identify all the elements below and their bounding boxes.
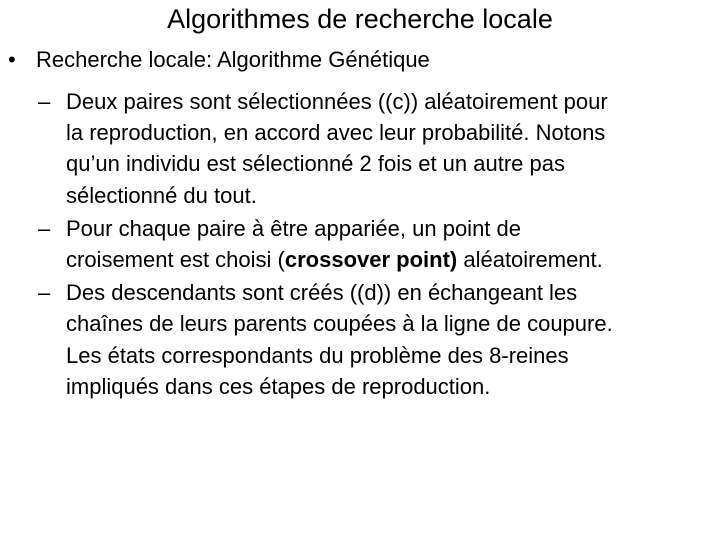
bullet-main	[8, 44, 712, 76]
text-fragment: croisement est choisi (	[66, 247, 285, 273]
crossover-point-term: crossover point)	[284, 247, 458, 273]
text-line: Pour chaque paire à être appariée, un point de	[66, 215, 521, 241]
sub-bullet-crossover	[38, 213, 708, 275]
text-line: Des descendants sont créés ((d)) en échangeant les	[66, 280, 578, 306]
text-line: qu’un individu est sélectionné 2 fois et un autre pas	[66, 151, 565, 177]
text-line: impliqués dans ces étapes de reproduction.	[66, 373, 491, 399]
text-fragment: aléatoirement.	[457, 247, 603, 273]
text-line: chaînes de leurs parents coupées à la ligne de coupure.	[66, 311, 613, 337]
sub-bullet-selection	[38, 86, 708, 211]
sub-bullet-offspring	[38, 277, 708, 402]
dash-marker: –	[38, 89, 51, 114]
text-line: Les états correspondants du problème des 8-reines	[66, 342, 569, 368]
dash-marker: –	[38, 280, 51, 306]
slide-title: Algorithmes de recherche locale	[167, 4, 553, 34]
dash-marker: –	[38, 215, 51, 241]
text-line: sélectionné du tout.	[66, 182, 257, 208]
sub-bullet-list	[38, 86, 708, 404]
text-line: Deux paires sont sélectionnées ((c)) aléatoirement pour	[66, 89, 608, 114]
bullet-main-text: Recherche locale: Algorithme Génétique	[36, 47, 430, 72]
text-line: la reproduction, en accord avec leur probabilité. Notons	[66, 120, 606, 146]
bullet-marker: •	[8, 47, 16, 72]
text-line	[66, 244, 708, 275]
